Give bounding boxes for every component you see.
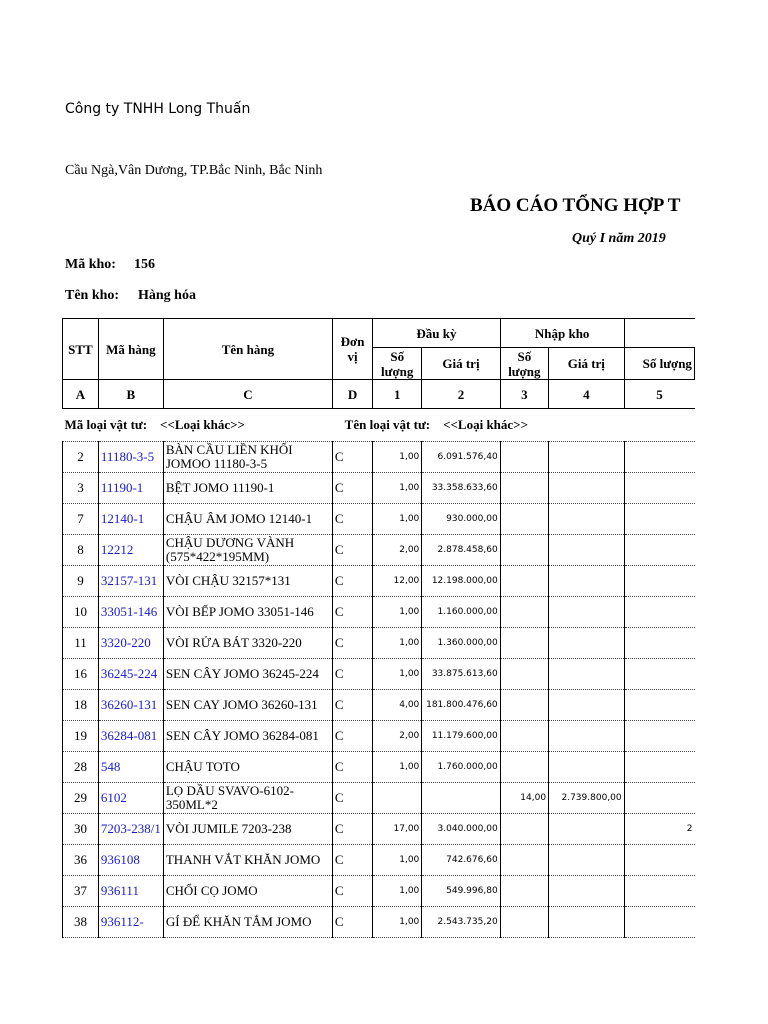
- cell-receipt-qty: [500, 597, 548, 628]
- cell-opening-value: 33.875.613,60: [422, 659, 500, 690]
- cell-unit: C: [332, 442, 372, 473]
- cell-next-qty: [624, 504, 694, 535]
- table-header: [63, 319, 695, 409]
- cell-opening-value: 930.000,00: [422, 504, 500, 535]
- cell-name: LỌ DẦU SVAVO-6102-350ML*2: [163, 783, 332, 814]
- cell-receipt-qty: [500, 504, 548, 535]
- cell-receipt-qty: [500, 628, 548, 659]
- table-row: [63, 566, 695, 597]
- table-row: [63, 442, 695, 473]
- group-code-value: <<Loại khác>>: [160, 417, 245, 432]
- report-period: Quý I năm 2019: [572, 231, 666, 246]
- column-letter-4: 1: [373, 380, 422, 409]
- column-letter-0: A: [63, 380, 99, 409]
- cell-stt: 10: [63, 597, 99, 628]
- cell-name: THANH VẮT KHĂN JOMO: [163, 845, 332, 876]
- cell-stt: 9: [63, 566, 99, 597]
- cell-next-qty: [624, 473, 694, 504]
- cell-receipt-value: [549, 566, 625, 597]
- cell-opening-qty: 2,00: [373, 721, 422, 752]
- cell-receipt-qty: [500, 721, 548, 752]
- table-row: [63, 659, 695, 690]
- warehouse-name-label: Tên kho:: [65, 288, 120, 303]
- cell-receipt-value: [549, 659, 625, 690]
- cell-name: SEN CÂY JOMO 36284-081: [163, 721, 332, 752]
- cell-receipt-qty: [500, 442, 548, 473]
- cell-unit: C: [332, 690, 372, 721]
- cell-next-qty: [624, 597, 694, 628]
- cell-opening-value: 2.543.735,20: [422, 907, 500, 938]
- cell-code: 6102: [98, 783, 163, 814]
- cell-name: VÒI RỬA BÁT 3320-220: [163, 628, 332, 659]
- cell-opening-value: 33.358.633,60: [422, 473, 500, 504]
- cell-unit: C: [332, 504, 372, 535]
- header-stt: STT: [63, 319, 99, 380]
- cell-opening-qty: 1,00: [373, 442, 422, 473]
- cell-next-qty: [624, 783, 694, 814]
- cell-stt: 37: [63, 876, 99, 907]
- warehouse-code-label: Mã kho:: [65, 257, 116, 272]
- cell-receipt-qty: [500, 907, 548, 938]
- cell-code: 36284-081: [98, 721, 163, 752]
- cell-opening-qty: [373, 783, 422, 814]
- cell-receipt-qty: [500, 845, 548, 876]
- cell-next-qty: [624, 752, 694, 783]
- cell-stt: 29: [63, 783, 99, 814]
- cell-receipt-value: [549, 907, 625, 938]
- table-row: [63, 907, 695, 938]
- cell-code: 7203-238/1: [98, 814, 163, 845]
- column-letter-1: B: [98, 380, 163, 409]
- cell-stt: 28: [63, 752, 99, 783]
- cell-next-qty: [624, 907, 694, 938]
- cell-opening-value: 12.198.000,00: [422, 566, 500, 597]
- cell-opening-qty: 1,00: [373, 597, 422, 628]
- cell-receipt-value: [549, 442, 625, 473]
- cell-stt: 8: [63, 535, 99, 566]
- cell-receipt-value: [549, 535, 625, 566]
- column-letter-3: D: [332, 380, 372, 409]
- cell-name: GÍ ĐỂ KHĂN TẮM JOMO: [163, 907, 332, 938]
- cell-stt: 36: [63, 845, 99, 876]
- cell-name: CHẬU ÂM JOMO 12140-1: [163, 504, 332, 535]
- cell-stt: 16: [63, 659, 99, 690]
- cell-opening-value: 6.091.576,40: [422, 442, 500, 473]
- cell-receipt-value: 2.739.800,00: [549, 783, 625, 814]
- header-unit: Đơn vị: [332, 319, 372, 380]
- cell-receipt-value: [549, 597, 625, 628]
- cell-unit: C: [332, 659, 372, 690]
- cell-opening-value: [422, 783, 500, 814]
- cell-receipt-qty: 14,00: [500, 783, 548, 814]
- table-row: [63, 876, 695, 907]
- cell-receipt-qty: [500, 814, 548, 845]
- header-next-qty: Số lượng: [624, 348, 694, 380]
- cell-receipt-value: [549, 690, 625, 721]
- cell-opening-value: 11.179.600,00: [422, 721, 500, 752]
- cell-receipt-qty: [500, 473, 548, 504]
- cell-next-qty: 2: [624, 814, 694, 845]
- cell-next-qty: [624, 845, 694, 876]
- cell-stt: 19: [63, 721, 99, 752]
- cell-receipt-value: [549, 814, 625, 845]
- table-row: [63, 690, 695, 721]
- cell-stt: 38: [63, 907, 99, 938]
- cell-unit: C: [332, 845, 372, 876]
- cell-name: VÒI BẾP JOMO 33051-146: [163, 597, 332, 628]
- header-next-group: [624, 319, 694, 348]
- cell-code: 11180-3-5: [98, 442, 163, 473]
- cell-opening-value: 1.360.000,00: [422, 628, 500, 659]
- cell-receipt-value: [549, 752, 625, 783]
- cell-code: 936111: [98, 876, 163, 907]
- cell-opening-value: 1.160.000,00: [422, 597, 500, 628]
- cell-receipt-value: [549, 473, 625, 504]
- cell-unit: C: [332, 814, 372, 845]
- table-row: [63, 628, 695, 659]
- cell-receipt-value: [549, 504, 625, 535]
- cell-unit: C: [332, 628, 372, 659]
- cell-stt: 3: [63, 473, 99, 504]
- group-name-label: Tên loại vật tư:: [344, 417, 431, 432]
- cell-opening-qty: 1,00: [373, 628, 422, 659]
- table-row: [63, 752, 695, 783]
- cell-receipt-qty: [500, 876, 548, 907]
- cell-opening-value: 181.800.476,60: [422, 690, 500, 721]
- header-code: Mã hàng: [98, 319, 163, 380]
- column-letter-5: 2: [422, 380, 500, 409]
- group-code-label: Mã loại vật tư:: [64, 417, 148, 432]
- cell-code: 12212: [98, 535, 163, 566]
- cell-unit: C: [332, 535, 372, 566]
- cell-receipt-value: [549, 721, 625, 752]
- table-row: [63, 814, 695, 845]
- cell-opening-qty: 12,00: [373, 566, 422, 597]
- cell-code: 32157-131: [98, 566, 163, 597]
- cell-opening-qty: 1,00: [373, 504, 422, 535]
- cell-receipt-qty: [500, 752, 548, 783]
- column-letter-row: [63, 380, 695, 409]
- header-opening: Đầu kỳ: [373, 319, 501, 348]
- cell-stt: 2: [63, 442, 99, 473]
- inventory-table-viewport: [62, 318, 695, 940]
- cell-code: 3320-220: [98, 628, 163, 659]
- cell-receipt-qty: [500, 659, 548, 690]
- table-row: [63, 783, 695, 814]
- cell-unit: C: [332, 783, 372, 814]
- cell-next-qty: [624, 566, 694, 597]
- cell-name: SEN CAY JOMO 36260-131: [163, 690, 332, 721]
- cell-opening-qty: 1,00: [373, 473, 422, 504]
- cell-opening-qty: 1,00: [373, 907, 422, 938]
- cell-opening-qty: 1,00: [373, 845, 422, 876]
- cell-opening-value: 2.878.458,60: [422, 535, 500, 566]
- cell-code: 936112-: [98, 907, 163, 938]
- header-name: Tên hàng: [163, 319, 332, 380]
- cell-next-qty: [624, 442, 694, 473]
- cell-opening-value: 549.996,80: [422, 876, 500, 907]
- table-row: [63, 504, 695, 535]
- cell-opening-qty: 1,00: [373, 876, 422, 907]
- company-address: Cầu Ngà,Vân Dương, TP.Bắc Ninh, Bắc Ninh: [65, 163, 323, 178]
- group-row: [63, 409, 695, 442]
- cell-unit: C: [332, 473, 372, 504]
- group-name-value: <<Loại khác>>: [443, 417, 528, 432]
- cell-opening-value: 1.760.000,00: [422, 752, 500, 783]
- cell-name: VÒI CHẬU 32157*131: [163, 566, 332, 597]
- cell-unit: C: [332, 597, 372, 628]
- cell-name: CHẬU DƯƠNG VÀNH (575*422*195MM): [163, 535, 332, 566]
- cell-code: 936108: [98, 845, 163, 876]
- cell-code: 12140-1: [98, 504, 163, 535]
- column-letter-2: C: [163, 380, 332, 409]
- cell-stt: 7: [63, 504, 99, 535]
- cell-next-qty: [624, 628, 694, 659]
- table-row: [63, 597, 695, 628]
- column-letter-7: 4: [549, 380, 625, 409]
- cell-unit: C: [332, 907, 372, 938]
- header-receipt-qty: Số lượng: [500, 348, 548, 380]
- column-letter-8: 5: [624, 380, 694, 409]
- cell-stt: 11: [63, 628, 99, 659]
- cell-opening-qty: 2,00: [373, 535, 422, 566]
- inventory-table: [62, 318, 695, 938]
- column-letter-6: 3: [500, 380, 548, 409]
- cell-receipt-value: [549, 628, 625, 659]
- table-row: [63, 721, 695, 752]
- cell-name: CHỔI CỌ JOMO: [163, 876, 332, 907]
- report-title: BÁO CÁO TỔNG HỢP T: [470, 195, 681, 216]
- cell-next-qty: [624, 876, 694, 907]
- cell-code: 36260-131: [98, 690, 163, 721]
- company-name: Công ty TNHH Long Thuấn: [65, 101, 251, 117]
- warehouse-name: Hàng hóa: [138, 288, 196, 303]
- header-opening-qty: Số lượng: [373, 348, 422, 380]
- cell-name: VÒI JUMILE 7203-238: [163, 814, 332, 845]
- cell-next-qty: [624, 721, 694, 752]
- cell-opening-qty: 4,00: [373, 690, 422, 721]
- cell-name: SEN CÂY JOMO 36245-224: [163, 659, 332, 690]
- cell-opening-value: 3.040.000,00: [422, 814, 500, 845]
- cell-code: 36245-224: [98, 659, 163, 690]
- cell-unit: C: [332, 721, 372, 752]
- header-opening-value: Giá trị: [422, 348, 500, 380]
- cell-receipt-qty: [500, 690, 548, 721]
- cell-next-qty: [624, 690, 694, 721]
- table-row: [63, 845, 695, 876]
- cell-receipt-value: [549, 845, 625, 876]
- cell-name: CHẬU TOTO: [163, 752, 332, 783]
- table-row: [63, 473, 695, 504]
- table-row: [63, 535, 695, 566]
- cell-unit: C: [332, 566, 372, 597]
- cell-code: 33051-146: [98, 597, 163, 628]
- cell-receipt-qty: [500, 566, 548, 597]
- cell-opening-qty: 17,00: [373, 814, 422, 845]
- cell-receipt-value: [549, 876, 625, 907]
- cell-opening-qty: 1,00: [373, 659, 422, 690]
- cell-next-qty: [624, 535, 694, 566]
- cell-next-qty: [624, 659, 694, 690]
- cell-opening-value: 742.676,60: [422, 845, 500, 876]
- cell-unit: C: [332, 752, 372, 783]
- header-receipt: Nhập kho: [500, 319, 624, 348]
- cell-opening-qty: 1,00: [373, 752, 422, 783]
- cell-code: 548: [98, 752, 163, 783]
- cell-name: BỆT JOMO 11190-1: [163, 473, 332, 504]
- warehouse-code: 156: [134, 257, 155, 272]
- table-body: [63, 409, 695, 938]
- cell-code: 11190-1: [98, 473, 163, 504]
- header-receipt-value: Giá trị: [549, 348, 625, 380]
- cell-stt: 18: [63, 690, 99, 721]
- cell-name: BÀN CẦU LIỀN KHỐI JOMOO 11180-3-5: [163, 442, 332, 473]
- cell-receipt-qty: [500, 535, 548, 566]
- cell-stt: 30: [63, 814, 99, 845]
- cell-unit: C: [332, 876, 372, 907]
